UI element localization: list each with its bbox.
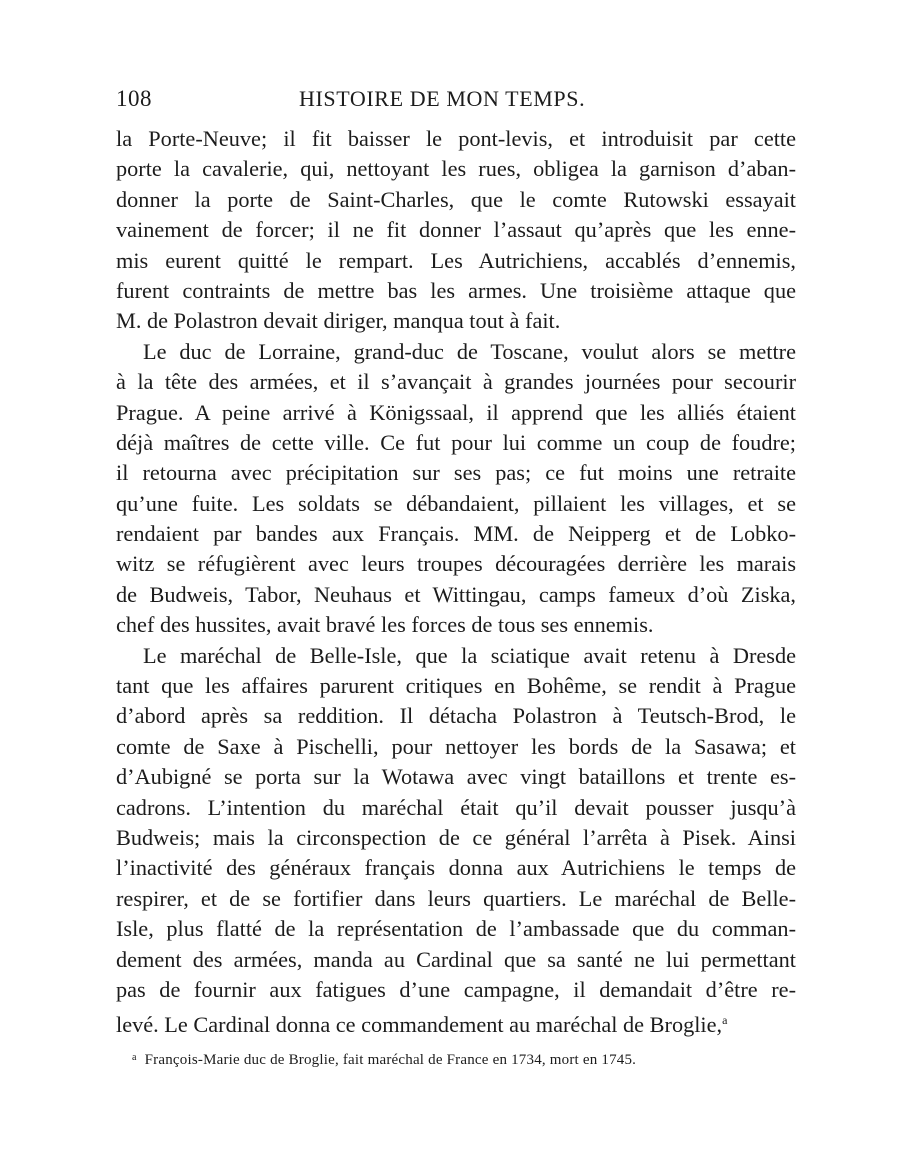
text-line: porte la cavalerie, qui, nettoyant les rues, obligea la garnison d’aban- xyxy=(116,156,796,182)
text-line: à la tête des armées, et il s’avançait à grandes journées pour secourir xyxy=(116,369,796,395)
text-line: witz se réfugièrent avec leurs troupes découragées derrière les marais xyxy=(116,551,796,577)
text-line: rendaient par bandes aux Français. MM. de Neipperg et de Lobko- xyxy=(116,521,796,547)
text-line: tant que les affaires parurent critiques en Bohême, se rendit à Prague xyxy=(116,673,796,699)
text-line: mis eurent quitté le rempart. Les Autrichiens, accablés d’ennemis, xyxy=(116,247,796,273)
text-line: respirer, et de se fortifier dans leurs quartiers. Le maréchal de Belle- xyxy=(116,885,796,911)
footnote-reference: a xyxy=(722,1013,728,1028)
text-line: dement des armées, manda au Cardinal que sa santé ne lui permettant xyxy=(116,946,796,972)
text-line: d’Aubigné se porta sur la Wotawa avec vingt bataillons et trente es- xyxy=(116,764,796,790)
text-line: donner la porte de Saint-Charles, que le comte Rutowski essayait xyxy=(116,186,796,212)
text-line: de Budweis, Tabor, Neuhaus et Wittingau, camps fameux d’où Ziska, xyxy=(116,581,796,607)
running-head xyxy=(116,86,796,112)
text-line-with-note xyxy=(116,1005,796,1038)
footnote xyxy=(132,1052,772,1069)
text-line: Prague. A peine arrivé à Königssaal, il apprend que les alliés étaient xyxy=(116,399,796,425)
footnote-text: François-Marie duc de Broglie, fait maréchal de France en 1734, mort en 1745. xyxy=(144,1052,637,1068)
footnote-marker: a xyxy=(132,1052,137,1063)
paragraph-start-line: Le maréchal de Belle-Isle, que la sciatique avait retenu à Dresde xyxy=(143,642,796,668)
paragraph-start-line: Le duc de Lorraine, grand-duc de Toscane, voulut alors se mettre xyxy=(143,338,796,364)
text-line: vainement de forcer; il ne fit donner l’assaut qu’après que les enne- xyxy=(116,217,796,243)
text-line: d’abord après sa reddition. Il détacha Polastron à Teutsch-Brod, le xyxy=(116,703,796,729)
text-line: Isle, plus flatté de la représentation de l’ambassade que du comman- xyxy=(116,916,796,942)
text-line: l’inactivité des généraux français donna aux Autrichiens le temps de xyxy=(116,855,796,881)
text-line: il retourna avec précipitation sur ses pas; ce fut moins une retraite xyxy=(116,460,796,486)
running-title: HISTOIRE DE MON TEMPS. xyxy=(299,86,586,111)
text-line: pas de fournir aux fatigues d’une campagne, il demandait d’être re- xyxy=(116,976,796,1002)
text-line: qu’une fuite. Les soldats se débandaient, pillaient les villages, et se xyxy=(116,490,796,516)
text-line: comte de Saxe à Pischelli, pour nettoyer les bords de la Sasawa; et xyxy=(116,733,796,759)
text-line: cadrons. L’intention du maréchal était qu’il devait pousser jusqu’à xyxy=(116,794,796,820)
text-line: furent contraints de mettre bas les armes. Une troisième attaque que xyxy=(116,277,796,303)
text-line: déjà maîtres de cette ville. Ce fut pour lui comme un coup de foudre; xyxy=(116,429,796,455)
page-number: 108 xyxy=(116,86,152,111)
text-line: chef des hussites, avait bravé les forces de tous ses ennemis. xyxy=(116,612,654,638)
text-line: Budweis; mais la circonspection de ce général l’arrêta à Pisek. Ainsi xyxy=(116,824,796,850)
text-line: levé. Le Cardinal donna ce commandement au maréchal de Broglie, xyxy=(116,1012,723,1038)
body-text xyxy=(116,124,796,1036)
text-line: la Porte-Neuve; il fit baisser le pont-levis, et introduisit par cette xyxy=(116,126,796,151)
text-line: M. de Polastron devait diriger, manqua tout à fait. xyxy=(116,308,561,334)
